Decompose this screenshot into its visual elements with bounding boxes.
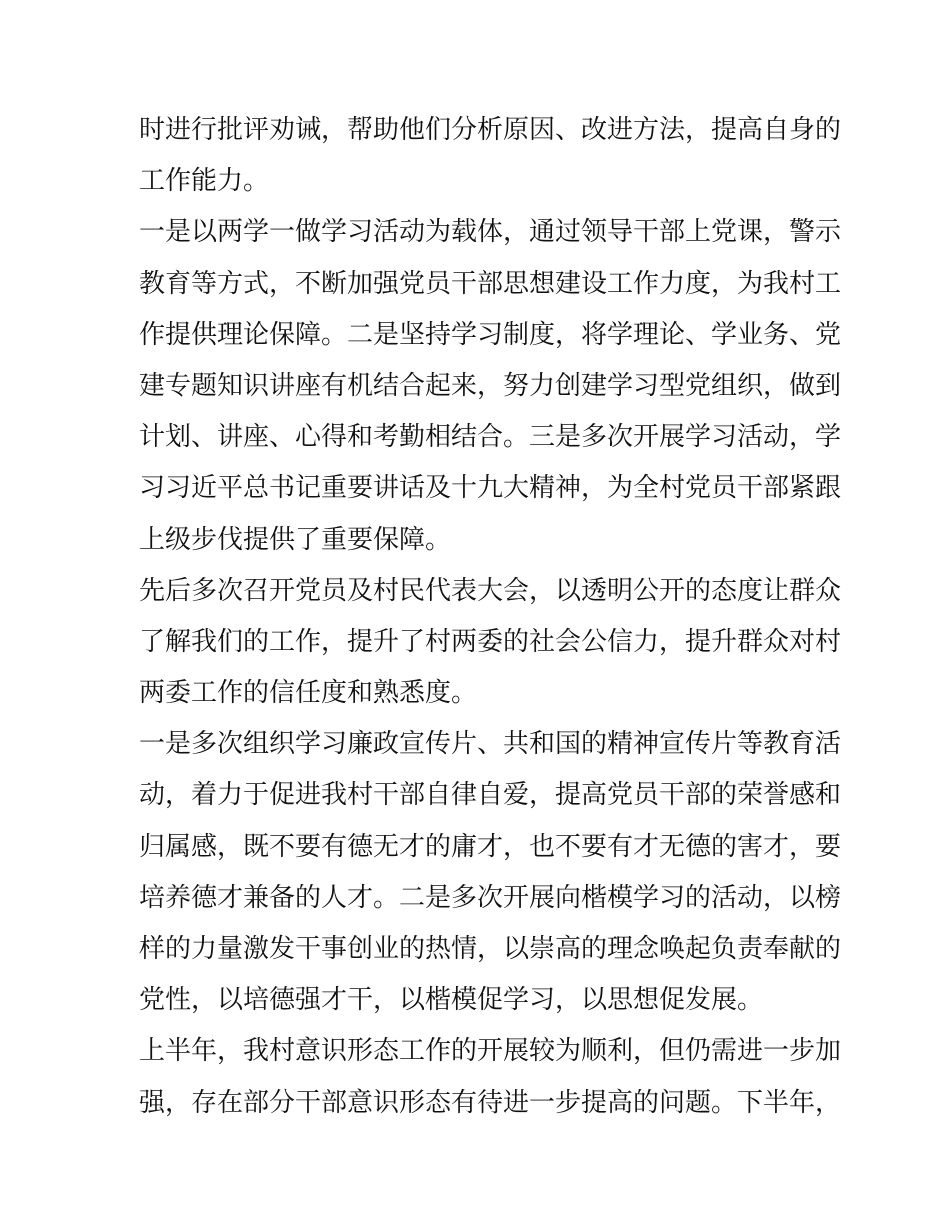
text-line: 一是多次组织学习廉政宣传片、共和国的精神宣传片等教育活 [139,729,842,760]
text-line: 样的力量激发干事创业的热情，以崇高的理念唤起负责奉献的 [139,934,842,964]
text-line: 了解我们的工作，提升了村两委的社会公信力，提升群众对村 [139,626,842,657]
text-line: 两委工作的信任度和熟悉度。 [139,678,478,709]
text-line: 时进行批评劝诫，帮助他们分析原因、改进方法，提高自身的 [139,115,842,145]
text-line: 教育等方式，不断加强党员干部思想建设工作力度，为我村工 [139,268,842,299]
text-line: 强，存在部分干部意识形态有待进一步提高的问题。下半年， [139,1087,842,1118]
text-line: 上级步伐提供了重要保障。 [139,524,452,555]
text-line: 一是以两学一做学习活动为载体，通过领导干部上党课，警示 [139,217,842,248]
text-line: 培养德才兼备的人才。二是多次开展向楷模学习的活动，以榜 [139,882,842,913]
text-line: 动，着力于促进我村干部自律自爱，提高党员干部的荣誉感和 [139,780,842,811]
text-line: 党性，以培德强才干，以楷模促学习，以思想促发展。 [139,985,764,1016]
text-line: 建专题知识讲座有机结合起来，努力创建学习型党组织，做到 [139,370,842,401]
text-line: 先后多次召开党员及村民代表大会，以透明公开的态度让群众 [139,575,842,606]
document-body [139,105,842,1129]
text-line: 上半年，我村意识形态工作的开展较为顺利，但仍需进一步加 [139,1036,842,1067]
text-line: 计划、讲座、心得和考勤相结合。三是多次开展学习活动，学 [139,422,842,453]
text-line: 归属感，既不要有德无才的庸才，也不要有才无德的害才，要 [139,831,842,862]
text-line: 工作能力。 [139,166,270,197]
text-line: 习习近平总书记重要讲话及十九大精神，为全村党员干部紧跟 [139,473,842,504]
text-line: 作提供理论保障。二是坚持学习制度，将学理论、学业务、党 [139,319,842,350]
